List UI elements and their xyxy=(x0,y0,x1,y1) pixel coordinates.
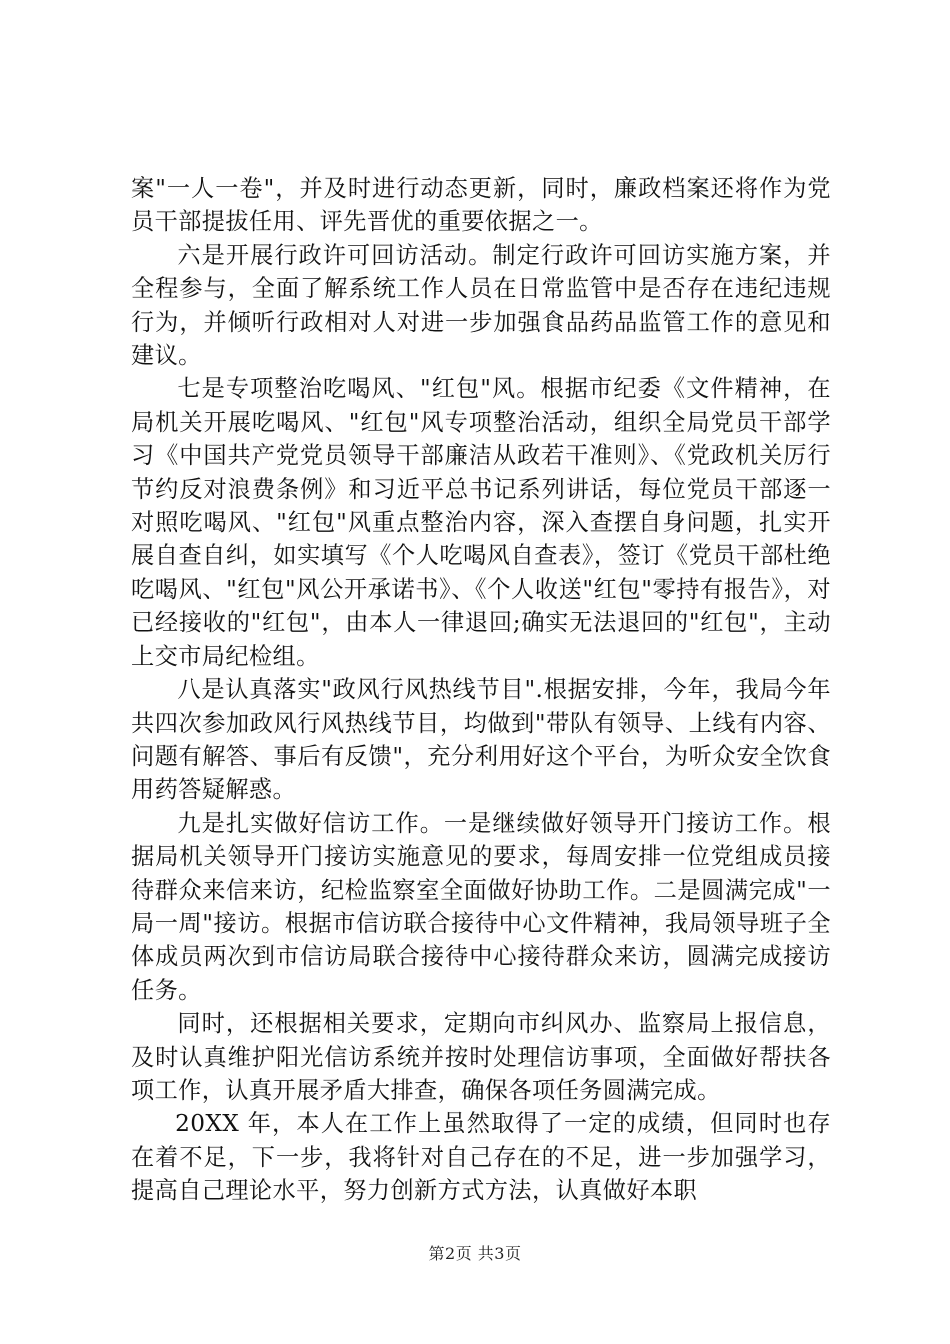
paragraph-additional-work: 同时，还根据相关要求，定期向市纠风办、监察局上报信息，及时认真维护阳光信访系统并按时处理信访事项，全面做好帮扶各项工作，认真开展矛盾大排查，确保各项任务圆满完成。 xyxy=(131,1010,831,1104)
paragraph-summary: 20XX 年，本人在工作上虽然取得了一定的成绩，但同时也存在着不足，下一步，我将针对自己存在的不足，进一步加强学习，提高自己理论水平，努力创新方式方法，认真做好本职 xyxy=(131,1110,831,1205)
document-body xyxy=(131,172,831,1208)
paragraph-item-six: 六是开展行政许可回访活动。制定行政许可回访实施方案，并全程参与，全面了解系统工作人员在日常监管中是否存在违纪违规行为，并倾听行政相对人对进一步加强食品药品监管工作的意见和建议。 xyxy=(131,241,831,370)
paragraph-item-eight: 八是认真落实"政风行风热线节目".根据安排，今年，我局今年共四次参加政风行风热线节目，均做到"带队有领导、上线有内容、问题有解答、事后有反馈"，充分利用好这个平台，为听众安全饮食用药答疑解惑。 xyxy=(131,676,831,804)
paragraph-item-nine: 九是扎实做好信访工作。一是继续做好领导开门接访工作。根据局机关领导开门接访实施意见的要求，每周安排一位党组成员接待群众来信来访，纪检监察室全面做好协助工作。二是圆满完成"一局一周"接访。根据市信访联合接待中心文件精神，我局领导班子全体成员两次到市信访局联合接待中心接待群众来访，圆满完成接访任务。 xyxy=(131,809,831,1004)
paragraph-item-seven: 七是专项整治吃喝风、"红包"风。根据市纪委《文件精神，在局机关开展吃喝风、"红包"风专项整治活动，组织全局党员干部学习《中国共产党党员领导干部廉洁从政若干准则》、《党政机关厉行节约反对浪费条例》和习近平总书记系列讲话，每位党员干部逐一对照吃喝风、"红包"风重点整治内容，深入查摆自身问题，扎实开展自查自纠，如实填写《个人吃喝风自查表》，签订《党员干部杜绝吃喝风、"红包"风公开承诺书》、《个人收送"红包"零持有报告》，对已经接收的"红包"，由本人一律退回;确实无法退回的"红包"，主动上交市局纪检组。 xyxy=(131,375,831,670)
paragraph-continuation: 案"一人一卷"，并及时进行动态更新，同时，廉政档案还将作为党员干部提拔任用、评先晋优的重要依据之一。 xyxy=(131,175,831,236)
page-footer: 第2页 共3页 xyxy=(428,1244,522,1263)
